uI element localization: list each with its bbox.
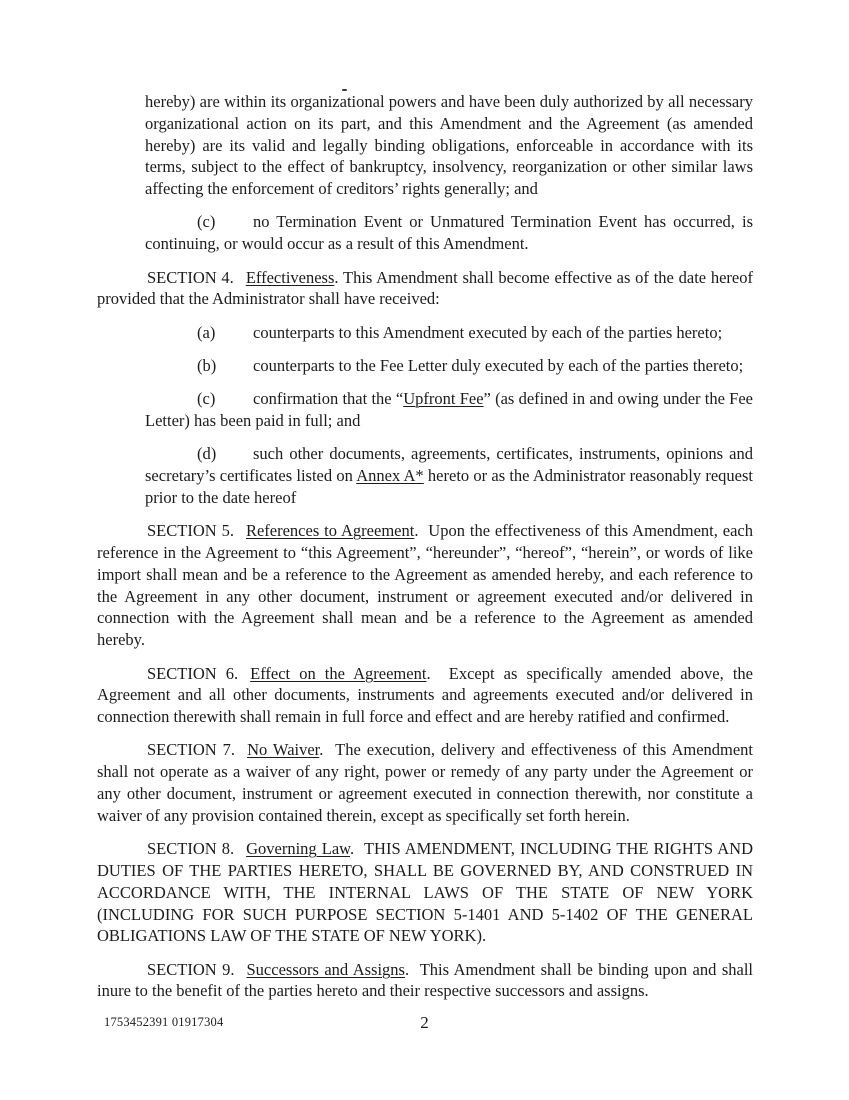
section-number: SECTION 8. <box>147 839 235 859</box>
clause-paragraph: (d) such other documents, agreements, certificates, instruments, opinions and secretary’s certificates listed on Annex A* hereto or as the Administrator reasonably request prior to the date hereof <box>145 444 753 507</box>
section-paragraph: SECTION 8. Governing Law. THIS AMENDMENT, INCLUDING THE RIGHTS AND DUTIES OF THE PARTIES HERETO, SHALL BE GOVERNED BY, AND CONSTRUED IN ACCORDANCE WITH, THE INTERNAL LAWS OF THE STATE OF NEW YORK (INCLUDING FOR SUCH PURPOSE SECTION 5-1401 AND 5-1402 OF THE GENERAL OBLIGATIONS LAW OF THE STATE OF NEW YORK). <box>97 839 754 946</box>
document-body <box>97 91 753 1014</box>
clause-paragraph: (a) counterparts to this Amendment executed by each of the parties hereto; <box>197 322 723 342</box>
underlined-term: Annex A* <box>356 466 424 486</box>
clause-paragraph: (c) confirmation that the “Upfront Fee” (as defined in and owing under the Fee Letter) has been paid in full; and <box>145 389 753 431</box>
section-paragraph: SECTION 7. No Waiver. The execution, delivery and effectiveness of this Amendment shall not operate as a waiver of any right, power or remedy of any party under the Agreement or any other document, instrument or agreement executed in connection therewith, nor constitute a waiver of any provision contained therein, except as specifically set forth herein. <box>97 740 754 825</box>
section-paragraph: SECTION 4. Effectiveness. This Amendment shall become effective as of the date hereof provided that the Administrator shall have received: <box>97 267 753 309</box>
underlined-term: Upfront Fee <box>403 389 484 409</box>
section-paragraph: SECTION 5. References to Agreement. Upon the effectiveness of this Amendment, each reference in the Agreement to “this Agreement”, “hereunder”, “hereof”, “herein”, or words of like import shall mean and be a reference to the Agreement as amended hereby, and each reference to the Agreement in any other document, instrument or agreement executed and/or delivered in connection with the Agreement shall mean and be a reference to the Agreement as amended hereby. <box>97 521 754 650</box>
clause-label: (c) <box>197 389 216 409</box>
section-number: SECTION 7. <box>147 740 236 760</box>
section-heading: Effect on the Agreement <box>250 663 427 683</box>
body-paragraph: hereby) are within its organizational powers and have been duly authorized by all necessary organizational action on its part, and this Amendment and the Agreement (as amended hereby) are its valid and legally binding obligations, enforceable in accordance with its terms, subject to the effect of bankruptcy, insolvency, reorganization or other similar laws affecting the enforcement of creditors’ rights generally; and <box>145 92 753 199</box>
clause-label: (a) <box>197 322 216 342</box>
section-heading: Effectiveness <box>245 267 335 287</box>
footer-page-number: 2 <box>420 1013 429 1032</box>
section-heading: No Waiver <box>247 740 320 760</box>
clause-label: (d) <box>197 444 217 464</box>
clause-paragraph: (b) counterparts to the Fee Letter duly executed by each of the parties thereto; <box>197 355 744 375</box>
section-number: SECTION 5. <box>147 521 234 541</box>
section-number: SECTION 9. <box>147 959 235 979</box>
section-paragraph: SECTION 9. Successors and Assigns. This Amendment shall be binding upon and shall inure to the benefit of the parties hereto and their respective successors and assigns. <box>97 959 753 1001</box>
section-paragraph: SECTION 6. Effect on the Agreement. Except as specifically amended above, the Agreement and all other documents, instruments and agreements executed and/or delivered in connection therewith shall remain in full force and effect and are hereby ratified and confirmed. <box>97 663 753 727</box>
footer-doc-id: 1753452391 01917304 <box>104 1015 224 1029</box>
clause-label: (c) <box>197 212 216 232</box>
section-number: SECTION 4. <box>147 267 234 287</box>
section-heading: Governing Law <box>246 839 350 859</box>
section-number: SECTION 6. <box>147 663 239 683</box>
section-heading: Successors and Assigns <box>246 959 405 979</box>
clause-paragraph: (c) no Termination Event or Unmatured Termination Event has occurred, is continuing, or would occur as a result of this Amendment. <box>145 212 753 254</box>
clause-label: (b) <box>197 355 217 375</box>
section-heading: References to Agreement <box>245 521 415 541</box>
